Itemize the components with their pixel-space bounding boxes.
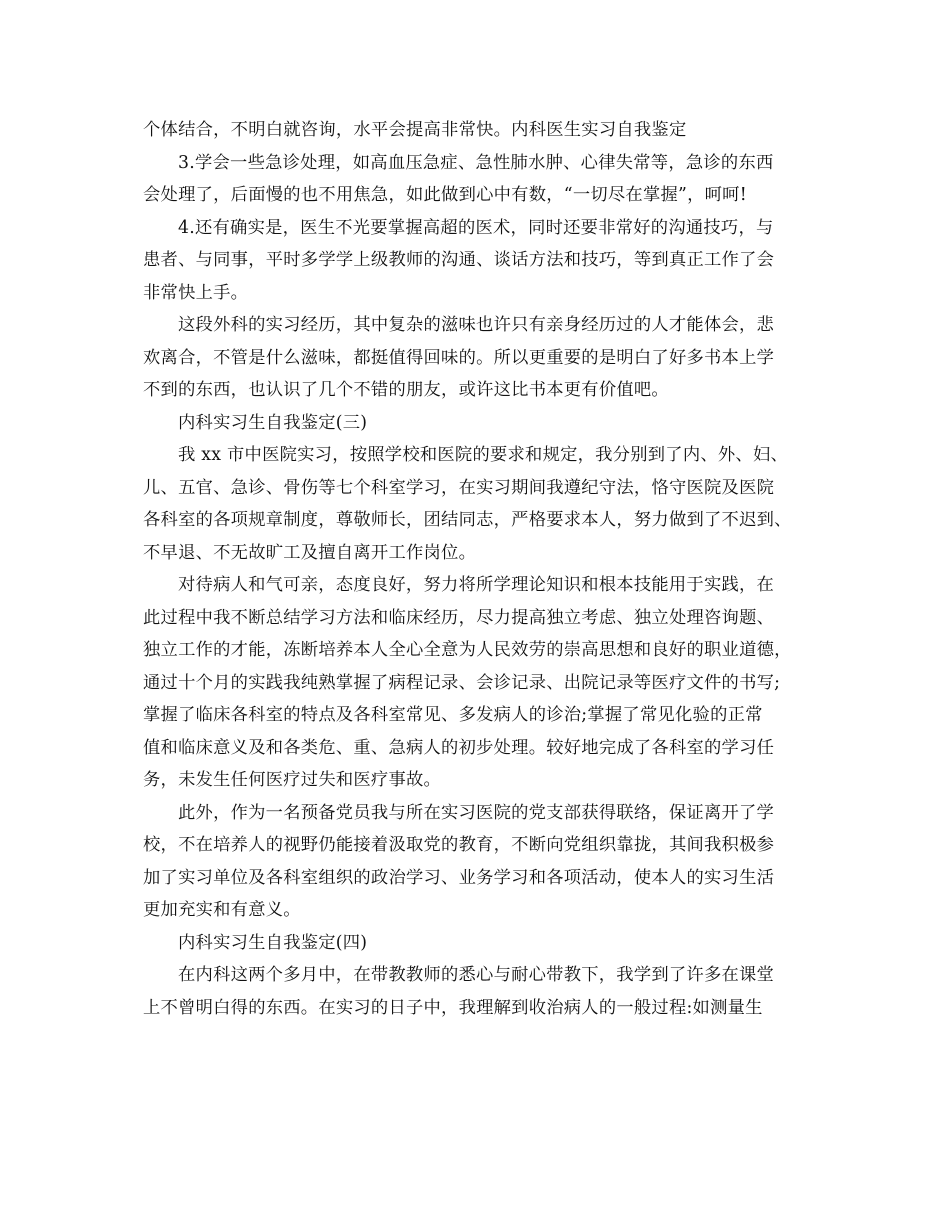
text-line: 3.学会一些急诊处理，如高血压急症、急性肺水肿、心律失常等，急诊的东西 <box>178 152 774 173</box>
text-line: 我 xx 市中医院实习，按照学校和医院的要求和规定，我分别到了内、外、妇、 <box>178 445 789 465</box>
text-line: 校，不在培养人的视野仍能接着汲取党的教育，不断向党组织靠拢，其间我积极参 <box>143 835 775 855</box>
text-line: 通过十个月的实践我纯熟掌握了病程记录、会诊记录、出院记录等医疗文件的书写; <box>143 672 781 693</box>
text-line: 在内科这两个多月中，在带教教师的悉心与耐心带教下，我学到了许多在课堂 <box>178 965 775 985</box>
section-heading: 内科实习生自我鉴定(三) <box>178 412 368 433</box>
text-line: 加了实习单位及各科室组织的政治学习、业务学习和各项活动，使本人的实习生活 <box>143 867 775 888</box>
text-line: 不到的东西，也认识了几个不错的朋友，或许这比书本更有价值吧。 <box>143 380 669 400</box>
text-line: 各科室的各项规章制度，尊敬师长，团结同志，严格要求本人，努力做到了不迟到、 <box>143 510 792 530</box>
text-line: 对待病人和气可亲，态度良好，努力将所学理论知识和根本技能用于实践，在 <box>178 575 775 595</box>
text-line: 会处理了，后面慢的也不用焦急，如此做到心中有数，“一切尽在掌握”，呵呵! <box>143 185 747 205</box>
text-line: 务，未发生任何医疗过失和医疗事故。 <box>143 770 442 790</box>
text-line: 不早退、不无故旷工及擅自离开工作岗位。 <box>143 542 477 563</box>
text-line: 上不曾明白得的东西。在实习的日子中，我理解到收治病人的一般过程:如测量生 <box>143 997 763 1018</box>
text-line: 独立工作的才能，冻断培养本人全心全意为人民效劳的崇高思想和良好的职业道德， <box>143 640 792 660</box>
section-heading: 内科实习生自我鉴定(四) <box>178 932 368 953</box>
text-line: 非常快上手。 <box>143 282 249 303</box>
text-line: 这段外科的实习经历，其中复杂的滋味也许只有亲身经历过的人才能体会，悲 <box>178 315 775 335</box>
text-line: 4.还有确实是，医生不光要掌握高超的医术，同时还要非常好的沟通技巧，与 <box>178 217 774 238</box>
text-line: 此外，作为一名预备党员我与所在实习医院的党支部获得联络，保证离开了学 <box>178 802 775 823</box>
document-body <box>143 114 823 1024</box>
text-line: 掌握了临床各科室的特点及各科室常见、多发病人的诊治;掌握了常见化验的正常 <box>143 705 763 725</box>
text-line: 个体结合，不明白就咨询，水平会提高非常快。内科医生实习自我鉴定 <box>143 120 687 140</box>
text-line: 值和临床意义及和各类危、重、急病人的初步处理。较好地完成了各科室的学习任 <box>143 737 775 758</box>
text-line: 欢离合，不管是什么滋味，都挺值得回味的。所以更重要的是明白了好多书本上学 <box>143 347 775 368</box>
text-line: 更加充实和有意义。 <box>143 900 301 920</box>
text-line: 儿、五官、急诊、骨伤等七个科室学习，在实习期间我遵纪守法，恪守医院及医院 <box>143 477 775 498</box>
text-line: 此过程中我不断总结学习方法和临床经历，尽力提高独立考虑、独立处理咨询题、 <box>143 607 775 628</box>
text-line: 患者、与同事，平时多学学上级教师的沟通、谈话方法和技巧，等到真正工作了会 <box>143 250 775 270</box>
